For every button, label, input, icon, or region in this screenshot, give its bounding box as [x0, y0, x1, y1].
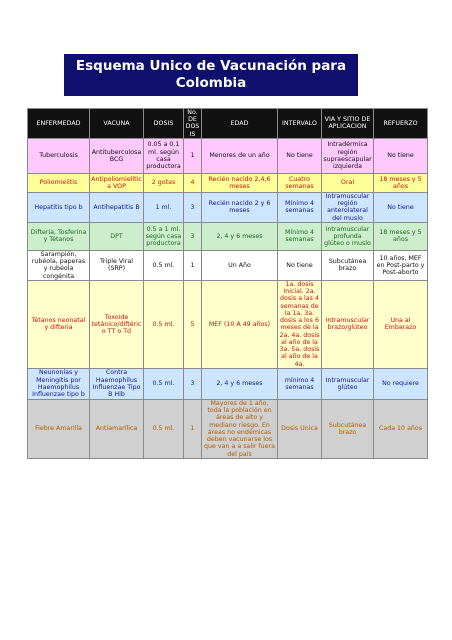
cell-dosis: 1 ml.: [144, 192, 184, 222]
cell-no-dosis: 5: [184, 280, 202, 368]
cell-enfermedad: Fiebre Amarilla: [28, 399, 90, 458]
cell-vacuna: Contra Haemophilus Influenzae Tipo B Hib: [90, 368, 144, 399]
table-row: [28, 280, 428, 368]
cell-refuerzo: No tiene: [374, 138, 428, 173]
cell-dosis: 0.5 ml.: [144, 399, 184, 458]
cell-via: Intramuscular glúteo: [322, 368, 374, 399]
cell-dosis: 0.5 ml.: [144, 368, 184, 399]
cell-refuerzo: No tiene: [374, 192, 428, 222]
col-header-no-dosis: No. DE DOSIS: [184, 109, 202, 139]
table-row: [28, 192, 428, 222]
cell-intervalo: Dosis Unica: [278, 399, 322, 458]
table-row: [28, 399, 428, 458]
cell-intervalo: 1a. dosis Inicial. 2a. dosis a las 4 semanas de la 1a. 3a. dosis a los 6 meses de la 2a. 4a. dosis al año de la 3a. 5a. dosis al año de la 4a.: [278, 280, 322, 368]
cell-vacuna: Antihepatitis B: [90, 192, 144, 222]
cell-via: Intramuscular región anterolateral del muslo: [322, 192, 374, 222]
cell-edad: MEF (10 A 49 años): [202, 280, 278, 368]
cell-dosis: 0.5 a 1 ml. según casa productora: [144, 222, 184, 250]
cell-intervalo: Cuatro semanas: [278, 173, 322, 192]
cell-edad: Menores de un año: [202, 138, 278, 173]
cell-no-dosis: 1: [184, 399, 202, 458]
cell-enfermedad: Poliomielitis: [28, 173, 90, 192]
cell-no-dosis: 4: [184, 173, 202, 192]
title-banner: [64, 54, 358, 96]
cell-via: Intradérmica región supraescapular izquierda: [322, 138, 374, 173]
cell-edad: Recién nacido 2 y 6 meses: [202, 192, 278, 222]
cell-edad: Recién nacido 2,4,6 meses: [202, 173, 278, 192]
cell-intervalo: Mínimo 4 semanas: [278, 192, 322, 222]
cell-edad: 2, 4 y 6 meses: [202, 222, 278, 250]
cell-dosis: 0.5 ml.: [144, 280, 184, 368]
cell-refuerzo: 18 meses y 5 años: [374, 222, 428, 250]
title-line-2: Colombia: [175, 75, 247, 91]
cell-vacuna: Antituberculosa BCG: [90, 138, 144, 173]
cell-dosis: 0.5 ml.: [144, 250, 184, 280]
col-header-refuerzo: REFUERZO: [374, 109, 428, 139]
cell-intervalo: No tiene: [278, 250, 322, 280]
cell-edad: 2, 4 y 6 meses: [202, 368, 278, 399]
cell-via: Intramuscular profunda glúteo o muslo: [322, 222, 374, 250]
cell-enfermedad: Tuberculosis: [28, 138, 90, 173]
cell-edad: Mayores de 1 año, toda la población en áreas de alto y mediano riesgo. En áreas no endémicas deben vacunarse los que van a a salir fuera del país: [202, 399, 278, 458]
cell-vacuna: Toxoide tetánico/diftérico TT o Td: [90, 280, 144, 368]
cell-vacuna: Antiamarílica: [90, 399, 144, 458]
cell-intervalo: Mínimo 4 semanas: [278, 222, 322, 250]
col-header-via: VIA Y SITIO DE APLICACION: [322, 109, 374, 139]
cell-via: Subcutánea brazo: [322, 250, 374, 280]
cell-refuerzo: Cada 10 años: [374, 399, 428, 458]
vaccination-table: [27, 108, 428, 459]
cell-dosis: 0.05 a 0.1 ml. según casa productora: [144, 138, 184, 173]
cell-vacuna: Antipoliomielítica VOP: [90, 173, 144, 192]
cell-via: Intramuscular brazo/glúteo: [322, 280, 374, 368]
cell-enfermedad: Hepatitis tipo b: [28, 192, 90, 222]
cell-via: Oral: [322, 173, 374, 192]
cell-no-dosis: 3: [184, 368, 202, 399]
col-header-dosis: DOSIS: [144, 109, 184, 139]
cell-vacuna: DPT: [90, 222, 144, 250]
cell-refuerzo: 18 meses y 5 años: [374, 173, 428, 192]
col-header-vacuna: VACUNA: [90, 109, 144, 139]
cell-no-dosis: 1: [184, 250, 202, 280]
cell-via: Subcutánea brazo: [322, 399, 374, 458]
cell-refuerzo: No requiere: [374, 368, 428, 399]
col-header-enfermedad: ENFERMEDAD: [28, 109, 90, 139]
cell-no-dosis: 3: [184, 192, 202, 222]
cell-intervalo: No tiene: [278, 138, 322, 173]
cell-no-dosis: 1: [184, 138, 202, 173]
cell-enfermedad: Tétanos neonatal y difteria: [28, 280, 90, 368]
cell-dosis: 2 gotas: [144, 173, 184, 192]
title-line-1: Esquema Unico de Vacunación para: [75, 58, 347, 74]
cell-enfermedad: Sarampión, rubéola, paperas y rubéola congénita: [28, 250, 90, 280]
cell-intervalo: mínimo 4 semanas: [278, 368, 322, 399]
table-row: [28, 368, 428, 399]
cell-refuerzo: Una al Embarazo: [374, 280, 428, 368]
table-row: [28, 222, 428, 250]
header-row: [28, 109, 428, 139]
cell-vacuna: Triple Viral (SRP): [90, 250, 144, 280]
table-row: [28, 250, 428, 280]
table-row: [28, 173, 428, 192]
table-row: [28, 138, 428, 173]
cell-refuerzo: 10 años, MEF en Post-parto y Post-aborto: [374, 250, 428, 280]
cell-enfermedad: Neunonías y Meningitis por Haemophilus Influenzae tipo b: [28, 368, 90, 399]
cell-enfermedad: Difteria, Tosferina y Tétanos: [28, 222, 90, 250]
cell-no-dosis: 3: [184, 222, 202, 250]
col-header-edad: EDAD: [202, 109, 278, 139]
col-header-intervalo: INTERVALO: [278, 109, 322, 139]
cell-edad: Un Año: [202, 250, 278, 280]
